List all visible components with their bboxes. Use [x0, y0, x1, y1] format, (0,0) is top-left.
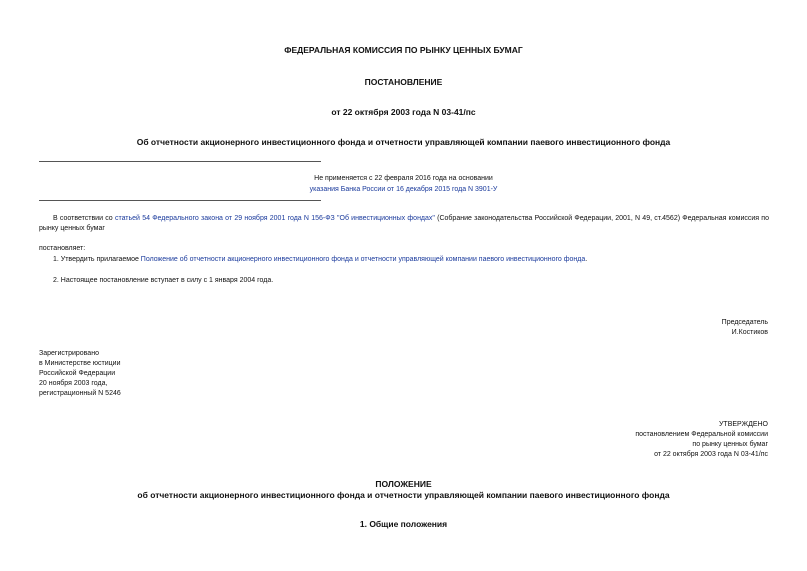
item-2: 2. Настоящее постановление вступает в силу с 1 января 2004 года.: [53, 277, 274, 284]
preamble-rest: (Собрание законодательства Российской Федерации, 2001, N 49, ст.4562) Федеральная комиссия по рынку ценных бумаг: [39, 215, 769, 232]
signature-role: Председатель: [721, 319, 768, 326]
regulation-subtitle: об отчетности акционерного инвестиционного фонда и отчетности управляющей компании паевого инвестиционного фонда: [137, 490, 670, 500]
preamble-law-link[interactable]: статьей 54 Федерального закона от 29 ноября 2001 года N 156-ФЗ "Об инвестиционных фондах": [114, 215, 435, 222]
document-date-number: от 22 октября 2003 года N 03-41/пс: [331, 107, 476, 117]
notice-text: Не применяется с 22 февраля 2016 года на основании: [314, 175, 493, 182]
registration-line-5: регистрационный N 5246: [39, 390, 121, 397]
document-title: Об отчетности акционерного инвестиционного фонда и отчетности управляющей компании паевого инвестиционного фонда: [136, 137, 671, 147]
preamble: [39, 214, 769, 234]
approved-line-4: от 22 октября 2003 года N 03-41/пс: [654, 451, 768, 458]
signature-block: [722, 318, 768, 338]
approved-block: [635, 420, 768, 460]
notice-link[interactable]: указания Банка России от 16 декабря 2015 года N 3901-У: [309, 186, 498, 193]
item-1-prefix: 1. Утвердить прилагаемое: [53, 256, 141, 263]
signature-name: И.Костиков: [731, 329, 768, 336]
registration-block: [39, 349, 121, 399]
item-1-suffix: .: [585, 256, 588, 263]
registration-line-3: Российской Федерации: [39, 370, 116, 377]
item-1: [53, 256, 587, 263]
divider-top: [39, 161, 321, 162]
agency-name: ФЕДЕРАЛЬНАЯ КОМИССИЯ ПО РЫНКУ ЦЕННЫХ БУМАГ: [284, 45, 523, 55]
approved-line-3: по рынку ценных бумаг: [692, 441, 768, 448]
document-type: ПОСТАНОВЛЕНИЕ: [364, 77, 443, 87]
preamble-intro: В соответствии со: [53, 215, 115, 222]
section-1-heading: 1. Общие положения: [359, 519, 448, 529]
registration-line-4: 20 ноября 2003 года,: [39, 380, 108, 387]
registration-line-1: Зарегистрировано: [39, 350, 99, 357]
approved-line-1: УТВЕРЖДЕНО: [718, 421, 768, 428]
item-1-regulation-link[interactable]: Положение об отчетности акционерного инвестиционного фонда и отчетности управляющей компании паевого инвестиционного фонда: [140, 256, 586, 263]
approved-line-2: постановлением Федеральной комиссии: [635, 431, 768, 438]
resolves-text: постановляет:: [39, 245, 86, 252]
regulation-title: ПОЛОЖЕНИЕ: [375, 479, 432, 489]
divider-bottom: [39, 200, 321, 201]
registration-line-2: в Министерстве юстиции: [39, 360, 121, 367]
